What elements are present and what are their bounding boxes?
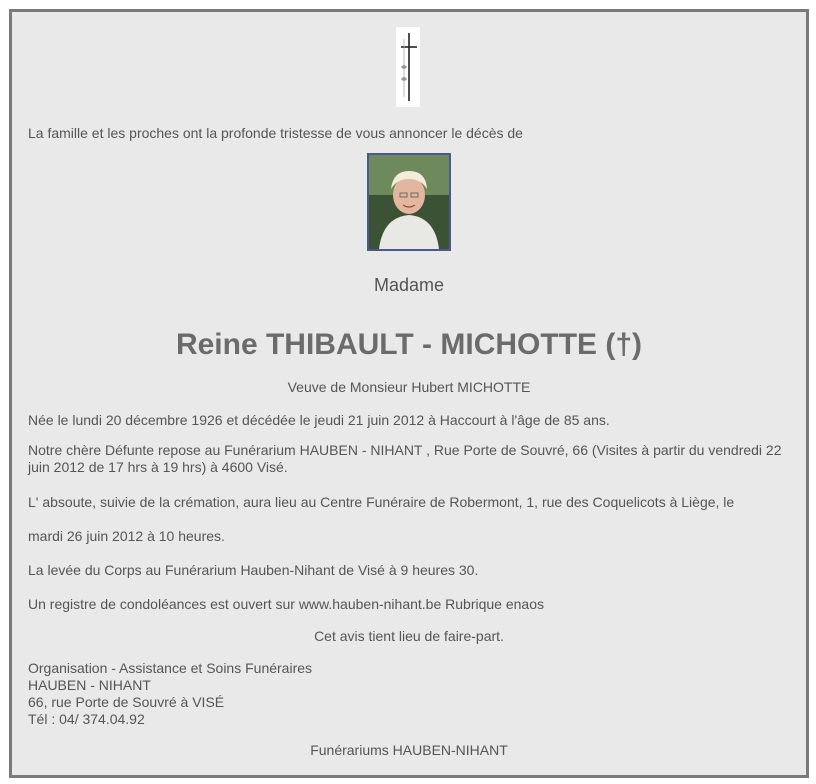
- absoute-date-text: mardi 26 juin 2012 à 10 heures.: [28, 528, 225, 544]
- organisation-line4: Tél : 04/ 374.04.92: [28, 711, 145, 727]
- cross-icon: [396, 27, 420, 107]
- registry-text: Un registre de condoléances est ouvert sur www.hauben-nihant.be Rubrique enaos: [28, 596, 544, 612]
- intro-text: La famille et les proches ont la profonde tristesse de vous annoncer le décès de: [28, 125, 523, 141]
- rest-location-text: Notre chère Défunte repose au Funérarium HAUBEN - NIHANT , Rue Porte de Souvré, 66 (Visites à partir du vendredi 22 juin 2012 de 17 hrs à 19 hrs) à 4600 Visé.: [28, 442, 782, 475]
- organisation-line1: Organisation - Assistance et Soins Funéraires: [28, 660, 313, 676]
- deceased-name: Reine THIBAULT - MICHOTTE (†): [175, 328, 643, 361]
- obituary-card: [9, 9, 809, 778]
- widow-of: Veuve de Monsieur Hubert MICHOTTE: [287, 379, 531, 395]
- organisation-line2: HAUBEN - NIHANT: [28, 677, 151, 693]
- footer-text: Funérariums HAUBEN-NIHANT: [310, 742, 508, 758]
- organisation-line3: 66, rue Porte de Souvré à VISÉ: [28, 694, 225, 710]
- notice-text: Cet avis tient lieu de faire-part.: [314, 628, 504, 644]
- portrait-photo: [367, 153, 451, 251]
- honorific-title: Madame: [373, 275, 445, 295]
- birth-death-text: Née le lundi 20 décembre 1926 et décédée le jeudi 21 juin 2012 à Haccourt à l'âge de 85 ans.: [28, 412, 610, 428]
- levee-text: La levée du Corps au Funérarium Hauben-Nihant de Visé à 9 heures 30.: [28, 562, 479, 578]
- absoute-text: L' absoute, suivie de la crémation, aura lieu au Centre Funéraire de Robermont, 1, rue des Coquelicots à Liège, le: [28, 494, 735, 510]
